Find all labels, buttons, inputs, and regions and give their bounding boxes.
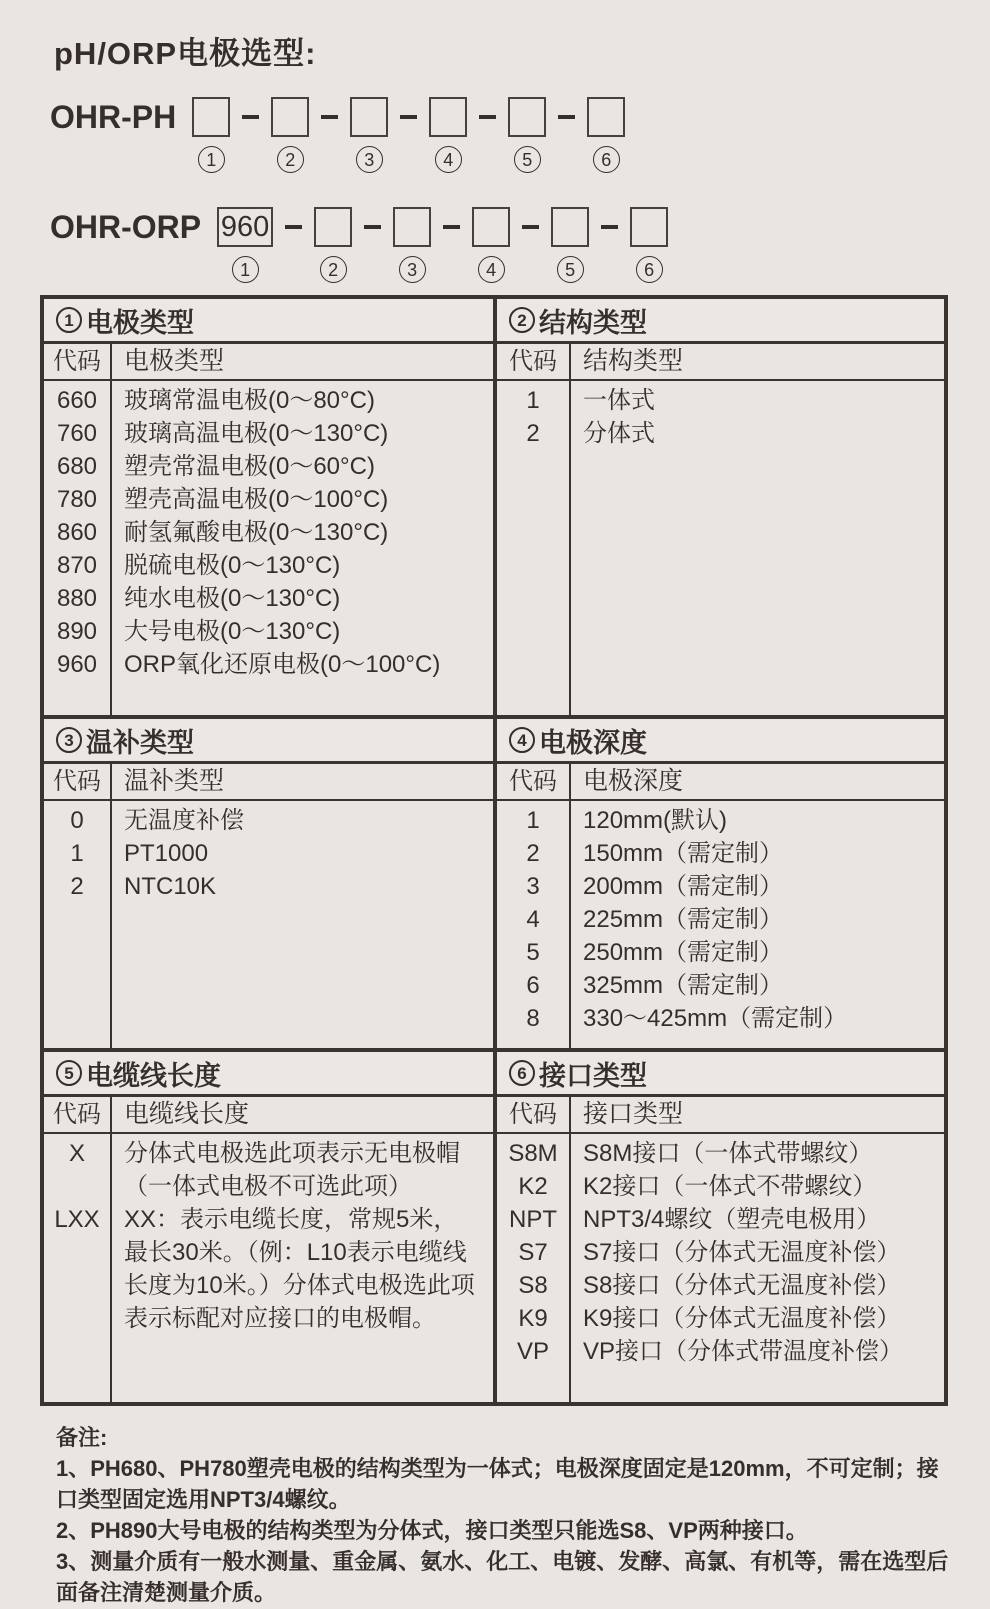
code-cell: 1 xyxy=(526,807,540,834)
model-builder-ohr-ph xyxy=(50,97,948,173)
table-band-2 xyxy=(44,715,944,1048)
section-header xyxy=(44,1052,493,1097)
value-cell: 塑壳高温电极(0～100°C) xyxy=(124,486,389,513)
table-row xyxy=(44,417,493,450)
value-cell: 150mm（需定制） xyxy=(583,840,784,867)
value-column-header: 温补类型 xyxy=(124,767,225,795)
table-row xyxy=(44,615,493,648)
section-rows xyxy=(497,801,944,1048)
value-cell: NPT3/4螺纹（塑壳电极用） xyxy=(583,1206,881,1233)
code-cell: 960 xyxy=(56,651,98,678)
code-cell: K2 xyxy=(518,1173,548,1200)
model-builder-ohr-orp xyxy=(50,207,948,283)
circled-number: 1 xyxy=(232,256,259,283)
code-cell: 0 xyxy=(70,807,84,834)
dash-separator xyxy=(443,225,460,229)
section-electrode-depth xyxy=(497,719,944,1048)
model-slot-6 xyxy=(630,207,668,283)
dash-separator xyxy=(601,225,618,229)
section-body xyxy=(44,1097,493,1402)
circled-number: 5 xyxy=(557,256,584,283)
model-slot-4 xyxy=(429,97,467,173)
code-cell: X xyxy=(68,1140,85,1167)
table-row xyxy=(44,1137,493,1203)
model-slot-5 xyxy=(508,97,546,173)
value-column-header: 电极类型 xyxy=(124,347,225,375)
model-slot-3 xyxy=(393,207,431,283)
dash-separator xyxy=(400,115,417,119)
value-cell: 330～425mm（需定制） xyxy=(583,1005,848,1032)
dash-separator xyxy=(285,225,302,229)
table-row xyxy=(497,417,944,450)
section-body xyxy=(44,344,493,715)
circled-number: 2 xyxy=(277,146,304,173)
section-cable-length xyxy=(44,1052,497,1402)
value-column-header: 电缆线长度 xyxy=(124,1100,250,1128)
circled-number: 3 xyxy=(356,146,383,173)
model-slot-1 xyxy=(217,207,273,283)
circled-number: 4 xyxy=(478,256,505,283)
circled-number: 2 xyxy=(509,307,535,333)
section-rows xyxy=(497,381,944,715)
section-body xyxy=(497,344,944,715)
section-header xyxy=(497,299,944,344)
code-cell: LXX xyxy=(54,1206,100,1233)
code-cell: 660 xyxy=(56,387,98,414)
value-cell: VP接口（分体式带温度补偿） xyxy=(583,1338,904,1365)
code-cell: S8 xyxy=(518,1272,548,1299)
table-row xyxy=(44,549,493,582)
code-column-header: 代码 xyxy=(53,348,101,375)
model-slot-3 xyxy=(350,97,388,173)
table-row xyxy=(497,837,944,870)
section-header xyxy=(497,1052,944,1097)
table-row xyxy=(497,1137,944,1170)
section-rows xyxy=(44,801,493,1048)
section-body xyxy=(497,764,944,1048)
column-headers xyxy=(497,344,944,381)
value-cell: 脱硫电极(0～130°C) xyxy=(124,552,341,579)
section-title: 电缆线长度 xyxy=(86,1060,221,1091)
code-cell: 780 xyxy=(56,486,98,513)
notes-block xyxy=(56,1422,958,1608)
model-slot-2 xyxy=(314,207,352,283)
model-slot-1 xyxy=(192,97,230,173)
column-headers xyxy=(44,1097,493,1134)
value-cell: 225mm（需定制） xyxy=(583,906,784,933)
value-cell: 大号电极(0～130°C) xyxy=(124,618,341,645)
value-cell: 分体式电极选此项表示无电极帽（一体式电极不可选此项） xyxy=(124,1140,460,1200)
code-cell: 870 xyxy=(56,552,98,579)
model-code-box xyxy=(350,97,388,137)
column-headers xyxy=(497,1097,944,1134)
value-cell: XX：表示电缆长度，常规5米，最长30米。（例：L10表示电缆线长度为10米。）分体式电极选此项表示标配对应接口的电极帽。 xyxy=(124,1206,475,1332)
model-slot-6 xyxy=(587,97,625,173)
value-cell: 塑壳常温电极(0～60°C) xyxy=(124,453,375,480)
table-row xyxy=(497,1236,944,1269)
section-structure-type xyxy=(497,299,944,715)
code-cell: 4 xyxy=(526,906,540,933)
value-column-header: 接口类型 xyxy=(583,1100,684,1128)
section-interface-type xyxy=(497,1052,944,1402)
notes-label: 备注: xyxy=(56,1425,108,1450)
code-cell: K9 xyxy=(518,1305,548,1332)
column-headers xyxy=(44,764,493,801)
code-column-header: 代码 xyxy=(509,348,557,375)
code-cell: 8 xyxy=(526,1005,540,1032)
table-row xyxy=(44,483,493,516)
code-cell: S8M xyxy=(508,1140,558,1167)
section-body xyxy=(497,1097,944,1402)
table-row xyxy=(497,384,944,417)
model-code-box xyxy=(393,207,431,247)
code-cell: 2 xyxy=(526,420,540,447)
table-row xyxy=(497,1002,944,1035)
selection-table xyxy=(40,295,948,1406)
code-cell: 5 xyxy=(526,939,540,966)
model-code-box xyxy=(508,97,546,137)
code-column-header: 代码 xyxy=(509,768,557,795)
code-cell: VP xyxy=(516,1338,549,1365)
circled-number: 1 xyxy=(198,146,225,173)
value-cell: 120mm(默认) xyxy=(583,807,728,834)
value-cell: 250mm（需定制） xyxy=(583,939,784,966)
circled-number: 2 xyxy=(320,256,347,283)
section-electrode-type xyxy=(44,299,497,715)
section-title: 结构类型 xyxy=(539,307,647,338)
section-title: 温补类型 xyxy=(86,727,194,758)
section-title: 电极深度 xyxy=(539,727,647,758)
table-band-3 xyxy=(44,1048,944,1402)
model-code-box xyxy=(630,207,668,247)
value-cell: ORP氧化还原电极(0～100°C) xyxy=(124,651,441,678)
model-slot-5 xyxy=(551,207,589,283)
table-band-1 xyxy=(44,299,944,715)
value-cell: 玻璃高温电极(0～130°C) xyxy=(124,420,389,447)
table-row xyxy=(44,450,493,483)
section-header xyxy=(44,719,493,764)
value-cell: 玻璃常温电极(0～80°C) xyxy=(124,387,375,414)
code-cell: 2 xyxy=(526,840,540,867)
code-column-header: 代码 xyxy=(53,1101,101,1128)
model-code-box xyxy=(551,207,589,247)
dash-separator xyxy=(558,115,575,119)
code-column-header: 代码 xyxy=(509,1101,557,1128)
code-cell: 680 xyxy=(56,453,98,480)
table-row xyxy=(44,516,493,549)
value-cell: 耐氢氟酸电极(0～130°C) xyxy=(124,519,389,546)
table-row xyxy=(44,870,493,903)
model-code-box xyxy=(314,207,352,247)
model-prefix: OHR-ORP xyxy=(50,209,202,245)
section-title: 电极类型 xyxy=(86,307,194,338)
code-cell: S7 xyxy=(518,1239,548,1266)
value-column-header: 电极深度 xyxy=(583,767,684,795)
model-code-box xyxy=(192,97,230,137)
table-row xyxy=(44,648,493,681)
dash-separator xyxy=(522,225,539,229)
value-column-header: 结构类型 xyxy=(583,347,684,375)
code-cell: 760 xyxy=(56,420,98,447)
code-cell: NPT xyxy=(509,1206,557,1233)
section-temp-compensation xyxy=(44,719,497,1048)
circled-number: 4 xyxy=(509,727,535,753)
table-row xyxy=(44,582,493,615)
model-slot-2 xyxy=(271,97,309,173)
value-cell: K9接口（分体式无温度补偿） xyxy=(583,1305,901,1332)
table-row xyxy=(497,1170,944,1203)
circled-number: 6 xyxy=(636,256,663,283)
value-cell: 一体式 xyxy=(583,387,655,414)
section-body xyxy=(44,764,493,1048)
table-row xyxy=(497,969,944,1002)
model-code-box-960: 960 xyxy=(217,207,273,247)
note-item-2: 2、PH890大号电极的结构类型为分体式，接口类型只能选S8、VP两种接口。 xyxy=(56,1518,808,1543)
value-cell: K2接口（一体式不带螺纹） xyxy=(583,1173,877,1200)
table-row xyxy=(497,1335,944,1368)
circled-number: 3 xyxy=(56,727,82,753)
model-slot-4 xyxy=(472,207,510,283)
value-cell: S7接口（分体式无温度补偿） xyxy=(583,1239,901,1266)
section-header xyxy=(44,299,493,344)
dash-separator xyxy=(479,115,496,119)
code-cell: 2 xyxy=(70,873,84,900)
table-row xyxy=(497,1203,944,1236)
section-rows xyxy=(497,1134,944,1402)
table-row xyxy=(44,1203,493,1335)
table-row xyxy=(497,804,944,837)
circled-number: 6 xyxy=(593,146,620,173)
section-header xyxy=(497,719,944,764)
section-rows xyxy=(44,381,493,715)
circled-number: 4 xyxy=(435,146,462,173)
model-code-box xyxy=(587,97,625,137)
model-prefix: OHR-PH xyxy=(50,99,177,135)
column-headers xyxy=(497,764,944,801)
table-row xyxy=(497,1269,944,1302)
circled-number: 1 xyxy=(56,307,82,333)
value-cell: 纯水电极(0～130°C) xyxy=(124,585,341,612)
circled-number: 6 xyxy=(509,1060,535,1086)
note-item-3: 3、测量介质有一般水测量、重金属、氨水、化工、电镀、发酵、高氯、有机等，需在选型后面备注清楚测量介质。 xyxy=(56,1549,949,1605)
table-row xyxy=(497,870,944,903)
code-cell: 880 xyxy=(56,585,98,612)
circled-number: 3 xyxy=(399,256,426,283)
value-cell: 分体式 xyxy=(583,420,655,447)
table-row xyxy=(44,384,493,417)
model-code-box xyxy=(271,97,309,137)
value-cell: 325mm（需定制） xyxy=(583,972,784,999)
section-title: 接口类型 xyxy=(539,1060,647,1091)
value-cell: NTC10K xyxy=(124,873,217,900)
value-cell: S8M接口（一体式带螺纹） xyxy=(583,1140,873,1167)
value-cell: PT1000 xyxy=(124,840,209,867)
code-cell: 6 xyxy=(526,972,540,999)
value-cell: 200mm（需定制） xyxy=(583,873,784,900)
model-code-box xyxy=(429,97,467,137)
value-cell: 无温度补偿 xyxy=(124,807,244,834)
model-code-box xyxy=(472,207,510,247)
column-headers xyxy=(44,344,493,381)
code-cell: 860 xyxy=(56,519,98,546)
code-column-header: 代码 xyxy=(53,768,101,795)
circled-number: 5 xyxy=(56,1060,82,1086)
dash-separator xyxy=(242,115,259,119)
table-row xyxy=(497,1302,944,1335)
code-cell: 3 xyxy=(526,873,540,900)
table-row xyxy=(497,903,944,936)
code-cell: 890 xyxy=(56,618,98,645)
code-cell: 1 xyxy=(526,387,540,414)
value-cell: S8接口（分体式无温度补偿） xyxy=(583,1272,901,1299)
dash-separator xyxy=(364,225,381,229)
code-cell: 1 xyxy=(70,840,84,867)
table-row xyxy=(497,936,944,969)
page-title: pH/ORP电极选型: xyxy=(54,36,317,71)
table-row xyxy=(44,837,493,870)
note-item-1: 1、PH680、PH780塑壳电极的结构类型为一体式；电极深度固定是120mm，不可定制；接口类型固定选用NPT3/4螺纹。 xyxy=(56,1456,939,1512)
circled-number: 5 xyxy=(514,146,541,173)
dash-separator xyxy=(321,115,338,119)
section-rows xyxy=(44,1134,493,1402)
table-row xyxy=(44,804,493,837)
